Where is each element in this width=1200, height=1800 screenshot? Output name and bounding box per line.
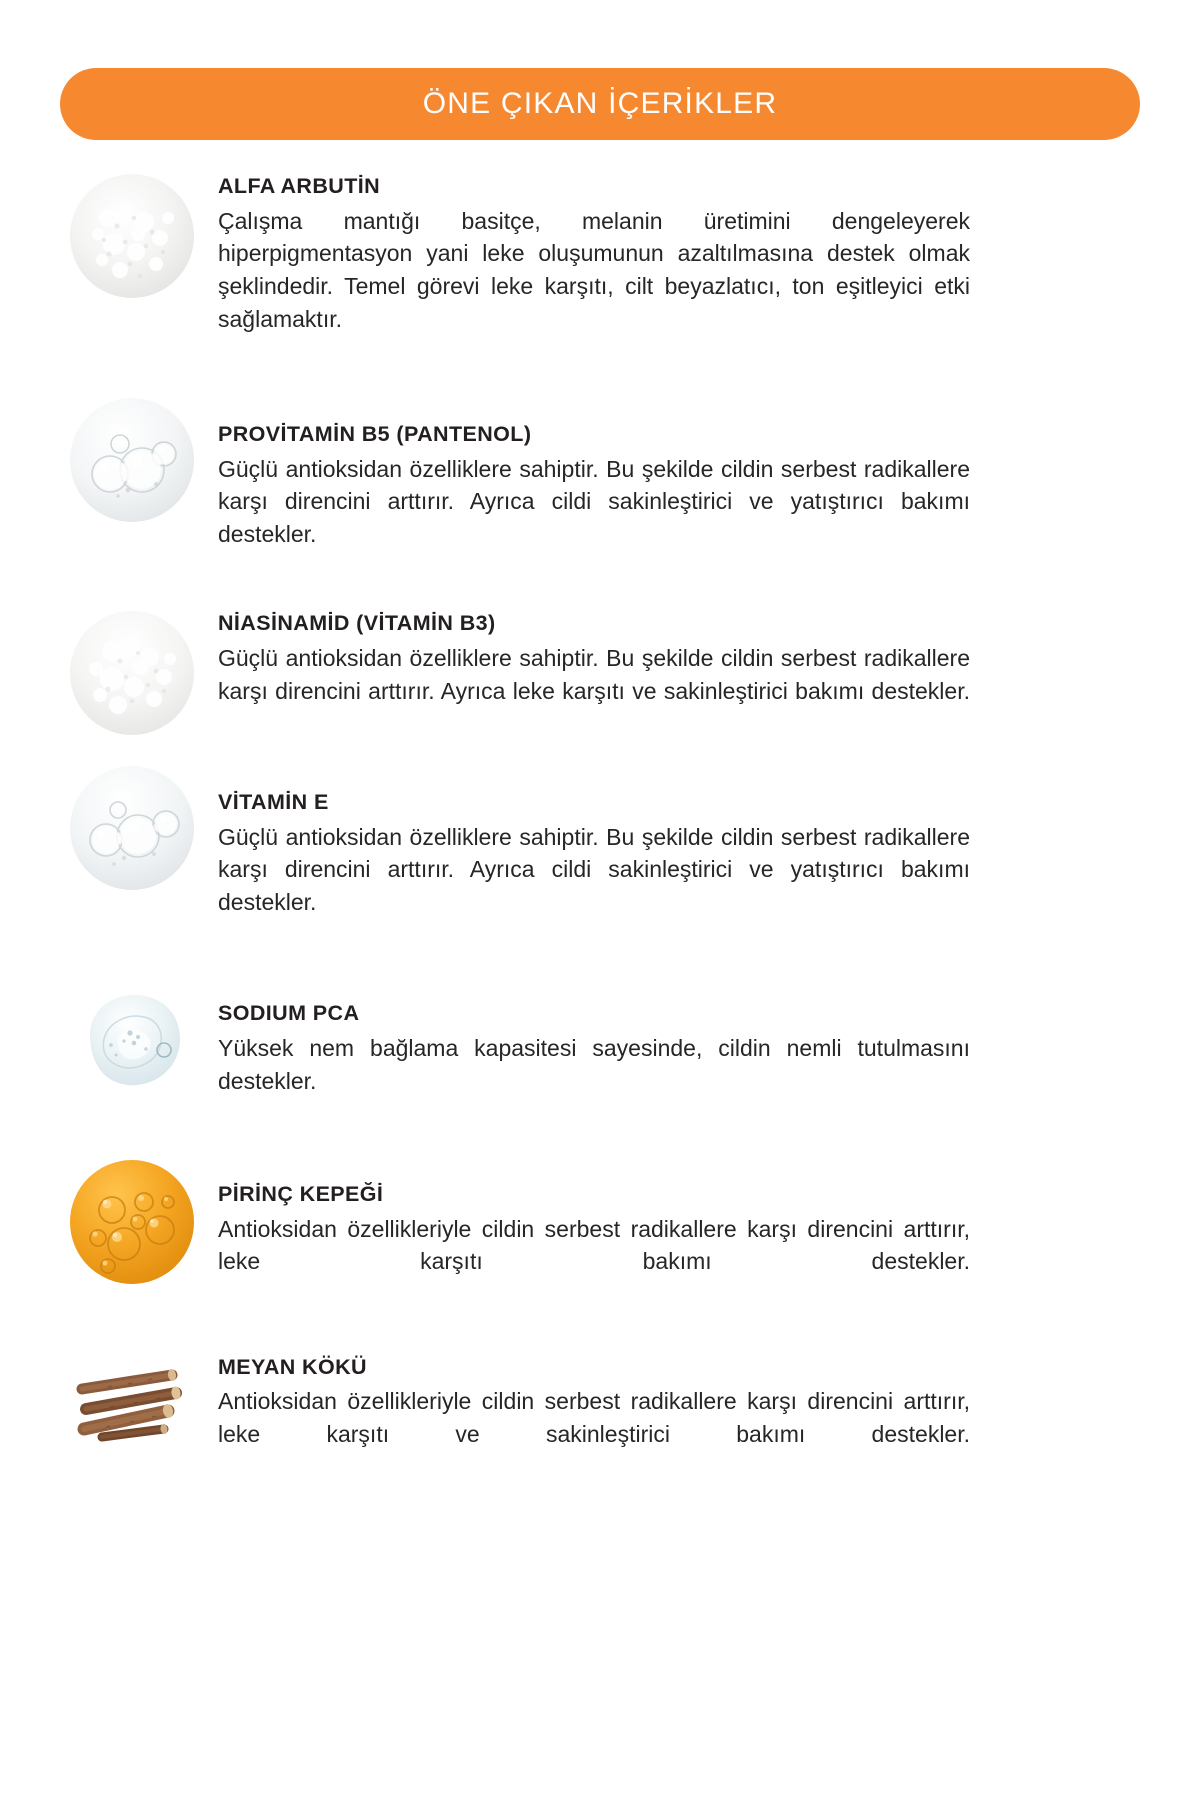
header-banner (60, 68, 1140, 140)
blue-gel-blob-icon (68, 977, 196, 1105)
clear-gel-bubbles-circle-icon (68, 764, 196, 892)
list-item-body (218, 1158, 970, 1311)
list-item (0, 172, 1200, 368)
ingredient-description: Antioksidan özellikleriyle cildin serbest radikallere karşı direncini arttırır, leke karşıtı ve sakinleştirici bakımı destekler. (218, 1388, 970, 1448)
ingredient-description: Antioksidan özellikleriyle cildin serbest radikallere karşı direncini arttırır, leke karşıtı bakımı destekler. (218, 1215, 970, 1275)
ingredient-title: ALFA ARBUTİN (218, 174, 381, 198)
list-item (0, 764, 1200, 951)
ingredient-description: Yüksek nem bağlama kapasitesi sayesinde, cildin nemli tutulmasını destekler. (218, 1035, 970, 1094)
ingredient-title: MEYAN KÖKÜ (218, 1354, 367, 1379)
list-item-body (218, 396, 970, 583)
licorice-root-sticks-icon (68, 1337, 196, 1465)
ingredient-title: SODIUM PCA (218, 1001, 360, 1026)
list-item-body (218, 172, 970, 368)
list-item (0, 977, 1200, 1130)
list-item (0, 1158, 1200, 1311)
white-powder-circle-icon (68, 172, 196, 300)
page-title: ÖNE ÇIKAN İÇERİKLER (422, 87, 778, 120)
ingredient-description: Çalışma mantığı basitçe, melanin üretimini dengeleyerek hiperpigmentasyon yani leke oluşumunun azaltılmasına destek olmak şeklindedir. Temel görevi leke karşıtı, cilt beyazlatıcı, ton eşitleyici etki sağlamaktır. (218, 207, 970, 332)
list-item (0, 1337, 1200, 1484)
ingredient-description: Güçlü antioksidan özelliklere sahiptir. Bu şekilde cildin serbest radikallere karşı direncini arttırır. Ayrıca cildi sakinleştirici ve yatıştırıcı bakımı destekler. (218, 823, 970, 916)
white-powder-circle-icon (68, 609, 196, 737)
ingredient-description: Güçlü antioksidan özelliklere sahiptir. Bu şekilde cildin serbest radikallere karşı direncini arttırır. Ayrıca leke karşıtı ve sakinleştirici bakımı destekler. (218, 645, 970, 704)
clear-gel-bubbles-circle-icon (68, 396, 196, 524)
ingredient-title: NİASİNAMİD (VİTAMİN B3) (218, 611, 496, 636)
list-item-body (218, 764, 970, 951)
ingredient-title: PİRİNÇ KEPEĞİ (218, 1182, 384, 1207)
list-item (0, 609, 1200, 740)
list-item-body (218, 1337, 970, 1484)
ingredient-list (0, 140, 1200, 1483)
header-banner-wrapper (0, 0, 1200, 140)
orange-oil-droplets-circle-icon (68, 1158, 196, 1286)
ingredient-description: Güçlü antioksidan özelliklere sahiptir. Bu şekilde cildin serbest radikallere karşı direncini arttırır. Ayrıca cildi sakinleştirici ve yatıştırıcı bakımı destekler. (218, 455, 970, 548)
ingredient-title: PROVİTAMİN B5 (PANTENOL) (218, 422, 532, 446)
list-item-body (218, 609, 970, 740)
list-item (0, 396, 1200, 583)
list-item-body (218, 977, 970, 1130)
ingredient-title: VİTAMİN E (218, 790, 329, 815)
